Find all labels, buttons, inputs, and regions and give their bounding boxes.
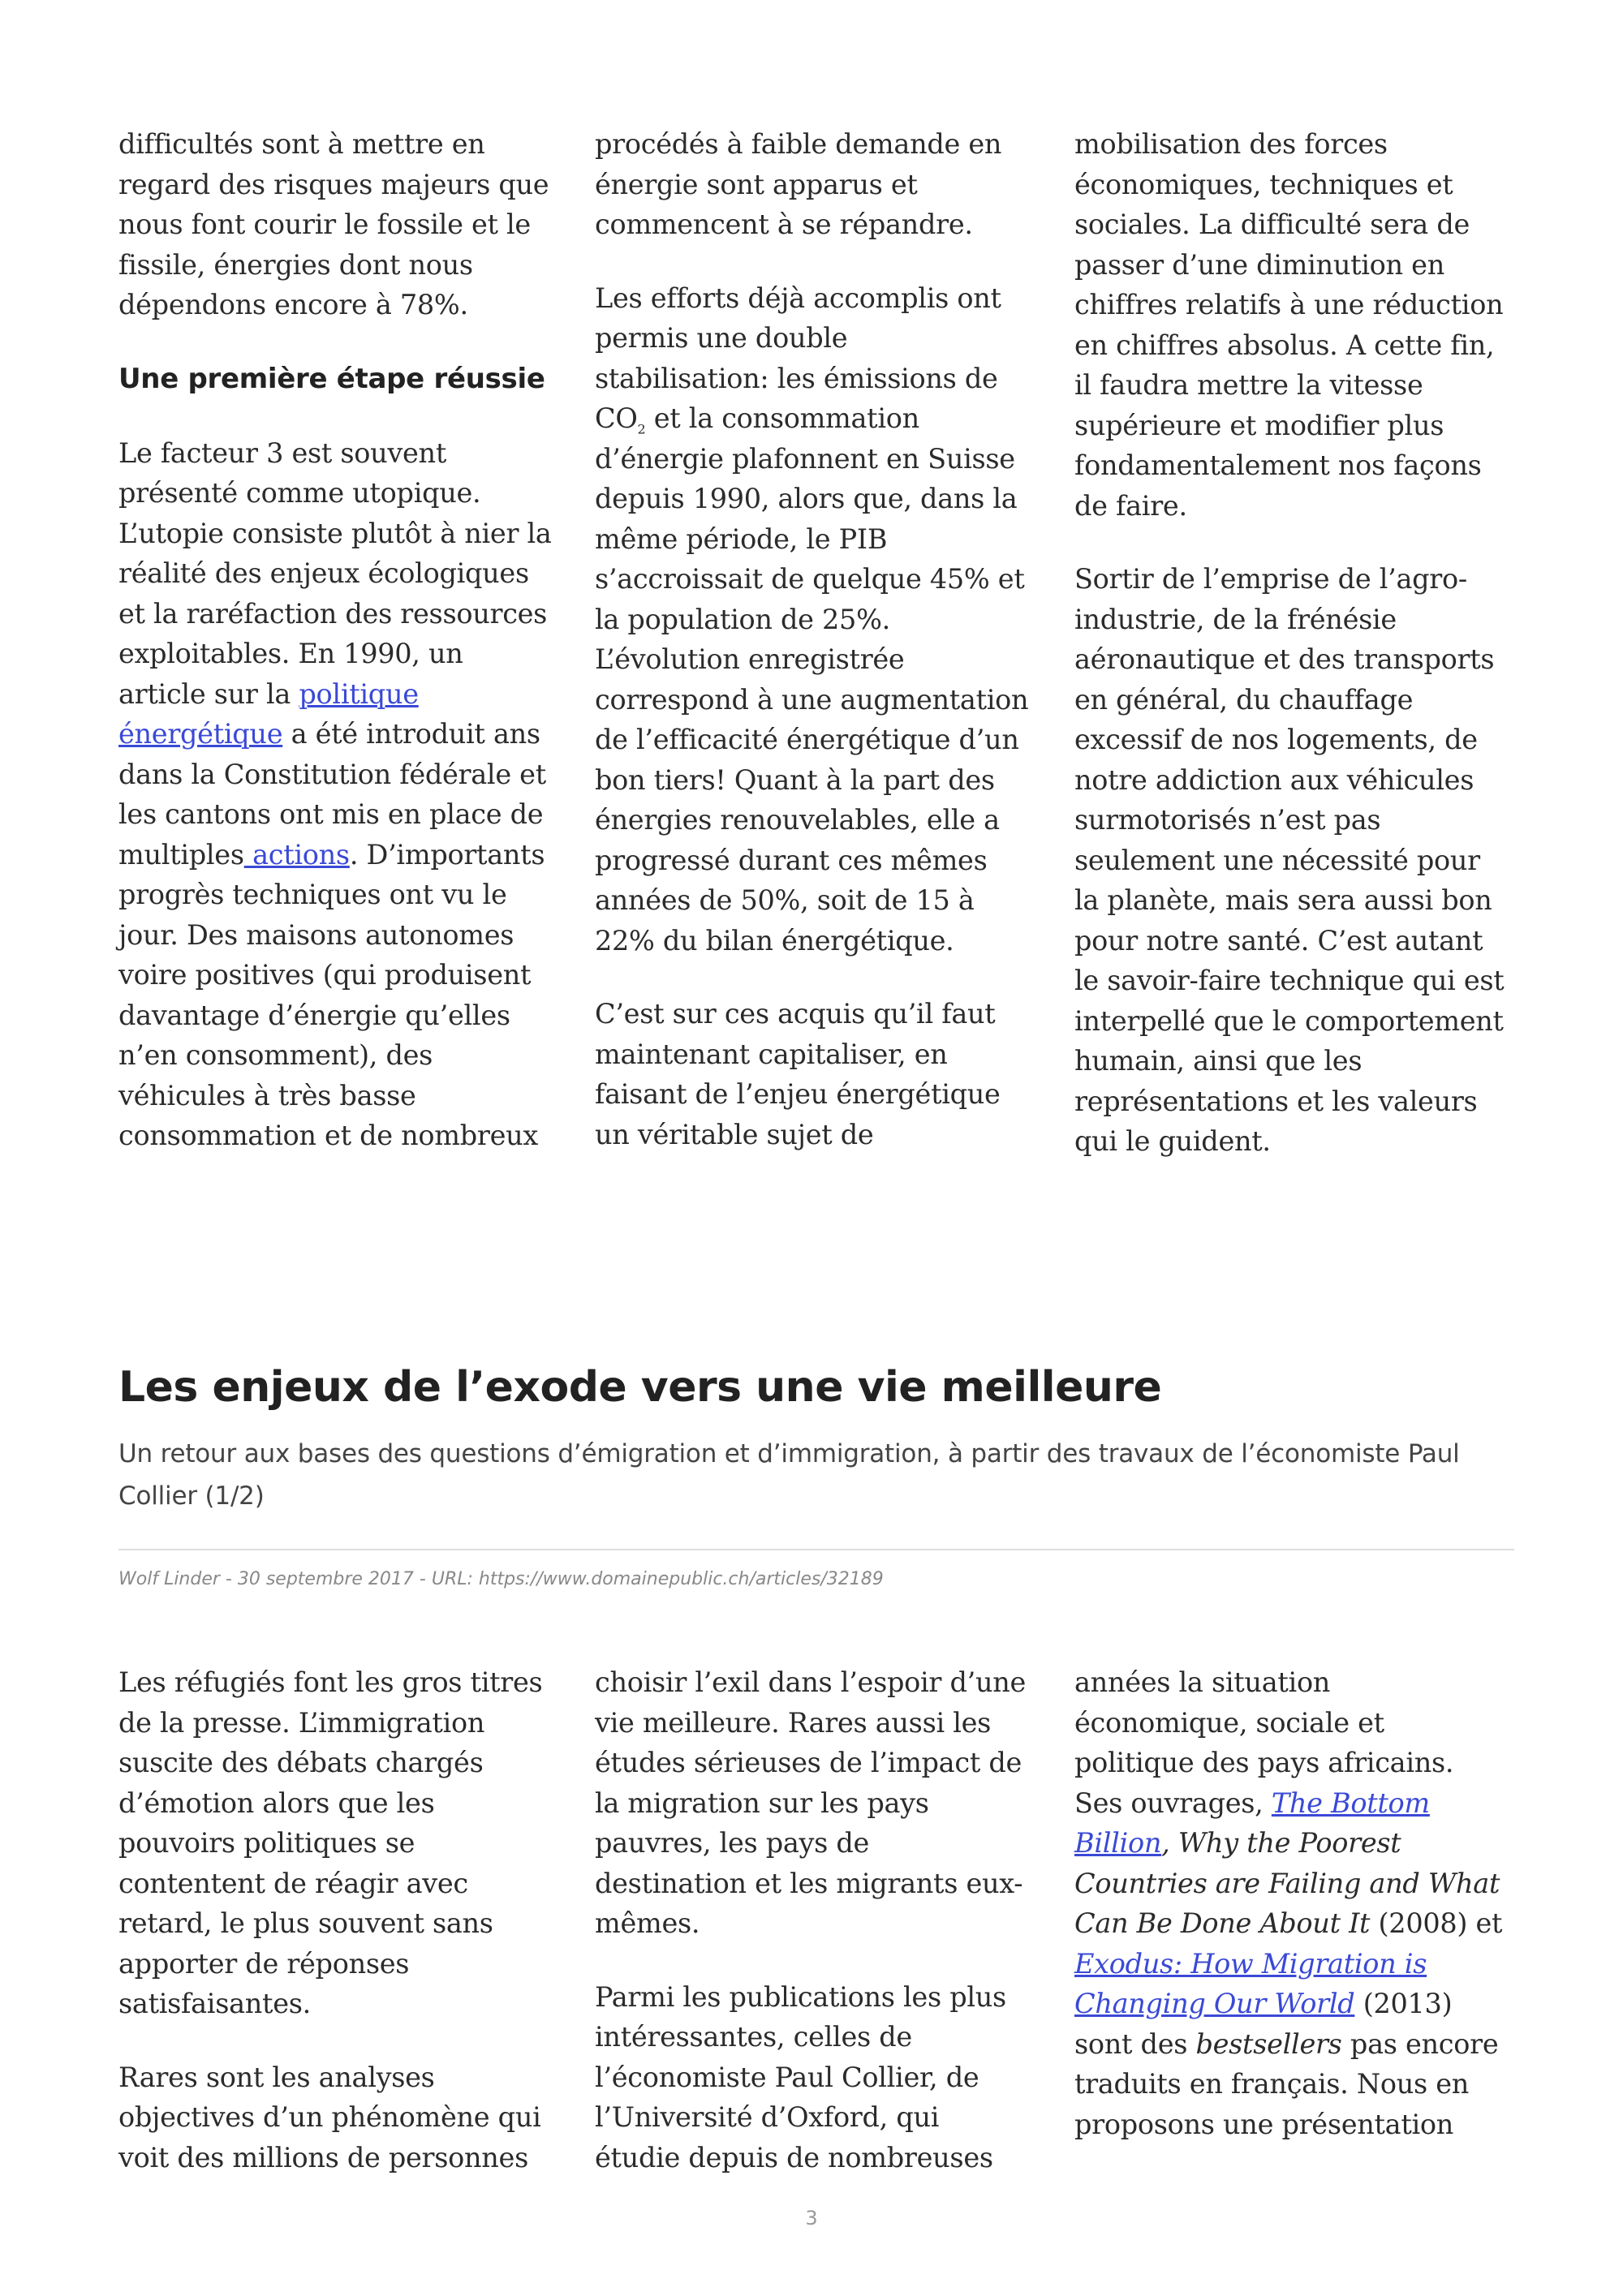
the-bottom-billion-link[interactable]: The Bottom Billion bbox=[1074, 1786, 1430, 1859]
text-span: années la situation économique, sociale et politique des pays africains. Ses ouvrages, bbox=[1074, 1666, 1454, 1819]
prev-article-column-1 bbox=[118, 124, 553, 1189]
article-column-1 bbox=[118, 1662, 553, 2211]
paragraph: Les réfugiés font les gros titres de la presse. L’immigration suscite des débats chargés d’émotion alors que les pouvoirs politiques se contentent de réagir avec retard, le plus souvent sans apporter de réponses satisfaisantes. bbox=[118, 1666, 543, 2019]
paragraph: Sortir de l’emprise de l’agro-industrie, de la frénésie aéronautique et des transports en général, du chauffage excessif de nos logements, de notre addiction aux véhicules surmotorisés n’est pas seulement une nécessité pour la planète, mais sera aussi bon pour notre santé. C’est autant le savoir-faire technique qui est interpellé que le comportement humain, ainsi que les représentations et les valeurs qui le guident. bbox=[1074, 563, 1505, 1157]
paragraph: difficultés sont à mettre en regard des risques majeurs que nous font courir le fossile et le fissile, énergies dont nous dépendons encore à 78%. bbox=[118, 128, 549, 320]
exodus-link[interactable]: Exodus: How Migration is Changing Our World bbox=[1074, 1947, 1427, 2019]
article-column-3 bbox=[1074, 1662, 1509, 2178]
paragraph: C’est sur ces acquis qu’il faut maintenant capitaliser, en faisant de l’enjeu énergétique un véritable sujet de bbox=[595, 998, 1001, 1150]
subscript: 2 bbox=[637, 421, 646, 437]
text-span: (2008) et bbox=[1370, 1907, 1503, 1939]
article-subtitle: Un retour aux bases des questions d’émigration et d’immigration, à partir des travaux de l’économiste Paul Collier (1/2) bbox=[118, 1439, 1460, 1511]
text-span: a été introduit ans dans la Constitution fédérale et les cantons ont mis en place de multiples bbox=[118, 718, 546, 871]
divider bbox=[118, 1549, 1514, 1550]
actions-link[interactable]: actions bbox=[243, 838, 350, 871]
prev-article-column-3 bbox=[1074, 124, 1509, 1195]
section-heading: Une première étape réussie bbox=[118, 362, 545, 395]
text-span: Les efforts déjà accomplis ont permis une double stabilisation: les émissions de CO bbox=[595, 282, 1001, 434]
text-span: et la consommation d’énergie plafonnent en Suisse depuis 1990, alors que, dans la même période, le PIB s’accroissait de quelque 45% et la population de 25%. L’évolution enregistrée correspond à une augmentation de l’efficacité énergétique d’un bon tiers! Quant à la part des énergies renouvelables, elle a progressé durant ces mêmes années de 50%, soit de 15 à 22% du bilan énergétique. bbox=[595, 402, 1029, 957]
prev-article-column-2 bbox=[595, 124, 1029, 1188]
article-title: Les enjeux de l’exode vers une vie meilleure bbox=[118, 1363, 1162, 1412]
article-meta: Wolf Linder - 30 septembre 2017 - URL: https://www.domainepublic.ch/articles/32189 bbox=[118, 1569, 884, 1589]
bestsellers-italic: bestsellers bbox=[1195, 2027, 1342, 2060]
paragraph: mobilisation des forces économiques, techniques et sociales. La difficulté sera de passer d’une diminution en chiffres relatifs à une réduction en chiffres absolus. A cette fin, il faudra mettre la vitesse supérieure et modifier plus fondamentalement nos façons de faire. bbox=[1074, 128, 1504, 522]
text-span: (2013) sont des bbox=[1074, 1988, 1453, 2060]
text-span: pas encore traduits en français. Nous en proposons une présentation bbox=[1074, 2027, 1499, 2140]
text-span: . D’importants progrès techniques ont vu le jour. Des maisons autonomes voire positives (qui produisent davantage d’énergie qu’elles n’en consomment), des véhicules à très basse consommation et de nombreux bbox=[118, 838, 545, 1151]
article-column-2 bbox=[595, 1662, 1029, 2211]
paragraph: Parmi les publications les plus intéressantes, celles de l’économiste Paul Collier, de l’Université d’Oxford, qui étudie depuis de nombreuses bbox=[595, 1980, 1006, 2173]
paragraph bbox=[595, 278, 1029, 961]
paragraph bbox=[118, 433, 553, 1156]
politique-energetique-link[interactable]: politique énergétique bbox=[118, 677, 419, 750]
book-title-rest: , Why the Poorest Countries are Failing and What Can Be Done About It bbox=[1074, 1827, 1500, 1939]
page-number: 3 bbox=[805, 2207, 818, 2229]
paragraph: Rares sont les analyses objectives d’un phénomène qui voit des millions de personnes bbox=[118, 2061, 541, 2173]
paragraph: choisir l’exil dans l’espoir d’une vie meilleure. Rares aussi les études sérieuses de l’impact de la migration sur les pays pauvres, les pays de destination et les migrants eux-mêmes. bbox=[595, 1666, 1027, 1939]
text-span: Le facteur 3 est souvent présenté comme utopique. L’utopie consiste plutôt à nier la réalité des enjeux écologiques et la raréfaction des ressources exploitables. En 1990, un article sur la bbox=[118, 436, 552, 710]
paragraph bbox=[1074, 1662, 1509, 2144]
paragraph: procédés à faible demande en énergie sont apparus et commencent à se répandre. bbox=[595, 128, 1002, 240]
